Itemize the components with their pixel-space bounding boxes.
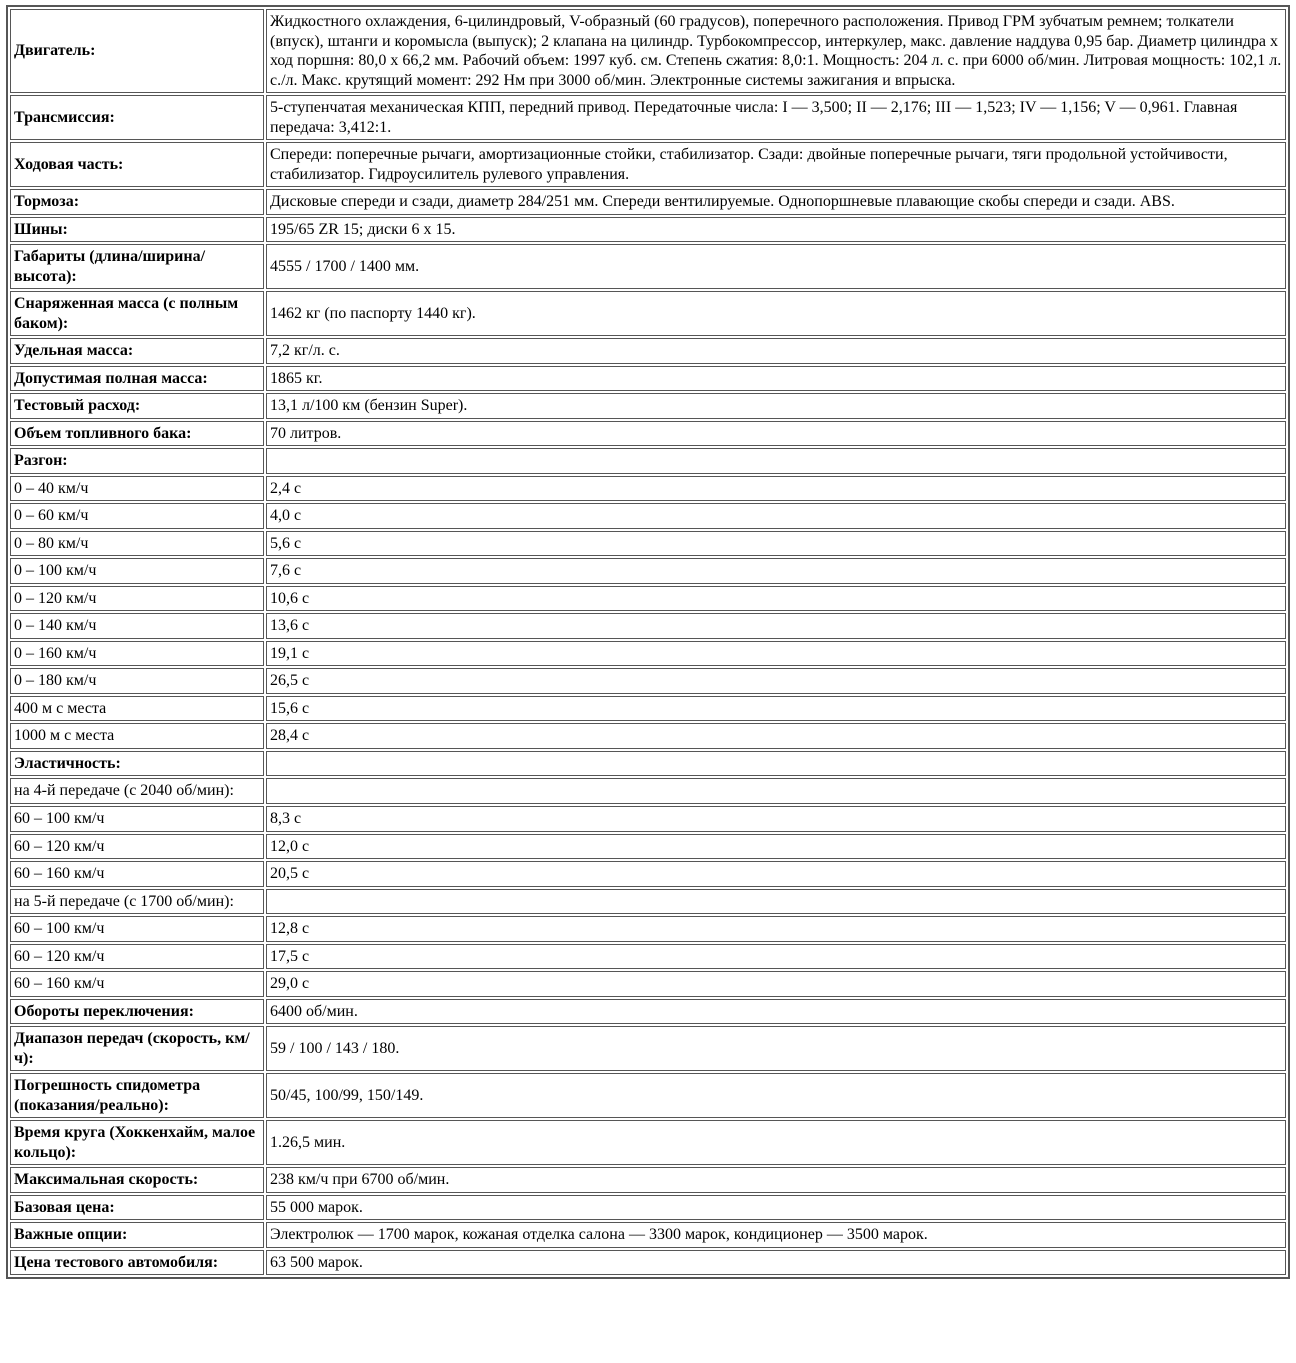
spec-value: 1462 кг (по паспорту 1440 кг). [266, 291, 1286, 336]
spec-label: Двигатель: [10, 9, 264, 93]
table-row [10, 217, 1286, 243]
spec-value: 20,5 с [266, 861, 1286, 887]
spec-label: Шины: [10, 217, 264, 243]
spec-value: 19,1 с [266, 641, 1286, 667]
spec-label: 0 – 140 км/ч [10, 613, 264, 639]
spec-label: 60 – 100 км/ч [10, 916, 264, 942]
table-row [10, 503, 1286, 529]
spec-value: Электролюк — 1700 марок, кожаная отделка салона — 3300 марок, кондиционер — 3500 марок. [266, 1222, 1286, 1248]
table-row [10, 723, 1286, 749]
table-row [10, 1167, 1286, 1193]
spec-label: Удельная масса: [10, 338, 264, 364]
table-row [10, 1026, 1286, 1071]
spec-table-body [10, 9, 1286, 1275]
spec-value: 59 / 100 / 143 / 180. [266, 1026, 1286, 1071]
spec-label: 60 – 100 км/ч [10, 806, 264, 832]
table-row [10, 366, 1286, 392]
table-row [10, 448, 1286, 474]
spec-label: Габариты (длина/ширина/высота): [10, 244, 264, 289]
spec-value: 28,4 с [266, 723, 1286, 749]
spec-value: Спереди: поперечные рычаги, амортизационные стойки, стабилизатор. Сзади: двойные поперечные рычаги, тяги продольной устойчивости, стабилизатор. Гидроусилитель рулевого управления. [266, 142, 1286, 187]
table-row [10, 696, 1286, 722]
spec-value: 17,5 с [266, 944, 1286, 970]
spec-label: 60 – 120 км/ч [10, 944, 264, 970]
spec-value: 50/45, 100/99, 150/149. [266, 1073, 1286, 1118]
spec-value: 26,5 с [266, 668, 1286, 694]
table-row [10, 971, 1286, 997]
spec-label: 0 – 160 км/ч [10, 641, 264, 667]
spec-value: 29,0 с [266, 971, 1286, 997]
table-row [10, 944, 1286, 970]
table-row [10, 189, 1286, 215]
spec-label: на 5-й передаче (с 1700 об/мин): [10, 889, 264, 915]
spec-label: 60 – 160 км/ч [10, 861, 264, 887]
spec-value: Дисковые спереди и сзади, диаметр 284/251 мм. Спереди вентилируемые. Однопоршневые плавающие скобы спереди и сзади. ABS. [266, 189, 1286, 215]
spec-label: 0 – 80 км/ч [10, 531, 264, 557]
spec-value: 195/65 ZR 15; диски 6 х 15. [266, 217, 1286, 243]
table-row [10, 668, 1286, 694]
table-row [10, 421, 1286, 447]
spec-label: Погрешность спидометра (показания/реально): [10, 1073, 264, 1118]
table-row [10, 1195, 1286, 1221]
table-row [10, 9, 1286, 93]
spec-label: 60 – 120 км/ч [10, 834, 264, 860]
spec-label: 0 – 120 км/ч [10, 586, 264, 612]
spec-label: Тормоза: [10, 189, 264, 215]
car-spec-page [6, 5, 1290, 1279]
spec-value: 12,8 с [266, 916, 1286, 942]
table-row [10, 806, 1286, 832]
spec-label: 60 – 160 км/ч [10, 971, 264, 997]
spec-value: 8,3 с [266, 806, 1286, 832]
spec-value [266, 751, 1286, 777]
spec-label: Обороты переключения: [10, 999, 264, 1025]
spec-value: Жидкостного охлаждения, 6-цилиндровый, V-образный (60 градусов), поперечного расположения. Привод ГРМ зубчатым ремнем; толкатели (впуск), штанги и коромысла (выпуск); 2 клапана на цилиндр. Турбокомпрессор, интеркулер, макс. давление наддува 0,95 бар. Диаметр цилиндра х ход поршня: 80,0 х 66,2 мм. Рабочий объем: 1997 куб. см. Степень сжатия: 8,0:1. Мощность: 204 л. с. при 6000 об/мин. Литровая мощность: 102,1 л. с./л. Макс. крутящий момент: 292 Нм при 3000 об/мин. Электронные системы зажигания и впрыска. [266, 9, 1286, 93]
spec-label: 0 – 40 км/ч [10, 476, 264, 502]
car-spec-table [6, 5, 1290, 1279]
spec-label: Снаряженная масса (с полным баком): [10, 291, 264, 336]
spec-label: 0 – 180 км/ч [10, 668, 264, 694]
table-row [10, 916, 1286, 942]
spec-label: Тестовый расход: [10, 393, 264, 419]
spec-label: Ходовая часть: [10, 142, 264, 187]
spec-label: 1000 м с места [10, 723, 264, 749]
spec-value: 10,6 с [266, 586, 1286, 612]
spec-value: 70 литров. [266, 421, 1286, 447]
spec-value: 238 км/ч при 6700 об/мин. [266, 1167, 1286, 1193]
table-row [10, 1250, 1286, 1276]
table-row [10, 1120, 1286, 1165]
spec-value: 63 500 марок. [266, 1250, 1286, 1276]
spec-label: Эластичность: [10, 751, 264, 777]
spec-value: 12,0 с [266, 834, 1286, 860]
spec-value: 6400 об/мин. [266, 999, 1286, 1025]
spec-label: 0 – 60 км/ч [10, 503, 264, 529]
table-row [10, 531, 1286, 557]
spec-value [266, 448, 1286, 474]
table-row [10, 586, 1286, 612]
table-row [10, 778, 1286, 804]
spec-value: 5,6 с [266, 531, 1286, 557]
spec-value: 4,0 с [266, 503, 1286, 529]
table-row [10, 641, 1286, 667]
spec-value: 7,2 кг/л. с. [266, 338, 1286, 364]
table-row [10, 244, 1286, 289]
spec-value: 5-ступенчатая механическая КПП, передний привод. Передаточные числа: I — 3,500; II — 2,176; III — 1,523; IV — 1,156; V — 0,961. Главная передача: 3,412:1. [266, 95, 1286, 140]
table-row [10, 751, 1286, 777]
table-row [10, 338, 1286, 364]
spec-value: 1865 кг. [266, 366, 1286, 392]
table-row [10, 889, 1286, 915]
spec-label: на 4-й передаче (с 2040 об/мин): [10, 778, 264, 804]
table-row [10, 558, 1286, 584]
spec-label: Максимальная скорость: [10, 1167, 264, 1193]
spec-label: Время круга (Хоккенхайм, малое кольцо): [10, 1120, 264, 1165]
spec-value [266, 889, 1286, 915]
spec-label: Объем топливного бака: [10, 421, 264, 447]
spec-label: Допустимая полная масса: [10, 366, 264, 392]
table-row [10, 1222, 1286, 1248]
spec-value: 7,6 с [266, 558, 1286, 584]
table-row [10, 834, 1286, 860]
table-row [10, 861, 1286, 887]
spec-value: 4555 / 1700 / 1400 мм. [266, 244, 1286, 289]
spec-label: 400 м с места [10, 696, 264, 722]
spec-label: Диапазон передач (скорость, км/ч): [10, 1026, 264, 1071]
table-row [10, 291, 1286, 336]
spec-label: 0 – 100 км/ч [10, 558, 264, 584]
table-row [10, 393, 1286, 419]
spec-label: Базовая цена: [10, 1195, 264, 1221]
spec-value: 55 000 марок. [266, 1195, 1286, 1221]
spec-label: Важные опции: [10, 1222, 264, 1248]
spec-value: 1.26,5 мин. [266, 1120, 1286, 1165]
spec-value: 13,6 с [266, 613, 1286, 639]
spec-value [266, 778, 1286, 804]
spec-label: Цена тестового автомобиля: [10, 1250, 264, 1276]
table-row [10, 999, 1286, 1025]
table-row [10, 1073, 1286, 1118]
spec-label: Разгон: [10, 448, 264, 474]
spec-value: 15,6 с [266, 696, 1286, 722]
spec-value: 13,1 л/100 км (бензин Super). [266, 393, 1286, 419]
table-row [10, 613, 1286, 639]
table-row [10, 142, 1286, 187]
spec-label: Трансмиссия: [10, 95, 264, 140]
table-row [10, 476, 1286, 502]
spec-value: 2,4 с [266, 476, 1286, 502]
table-row [10, 95, 1286, 140]
